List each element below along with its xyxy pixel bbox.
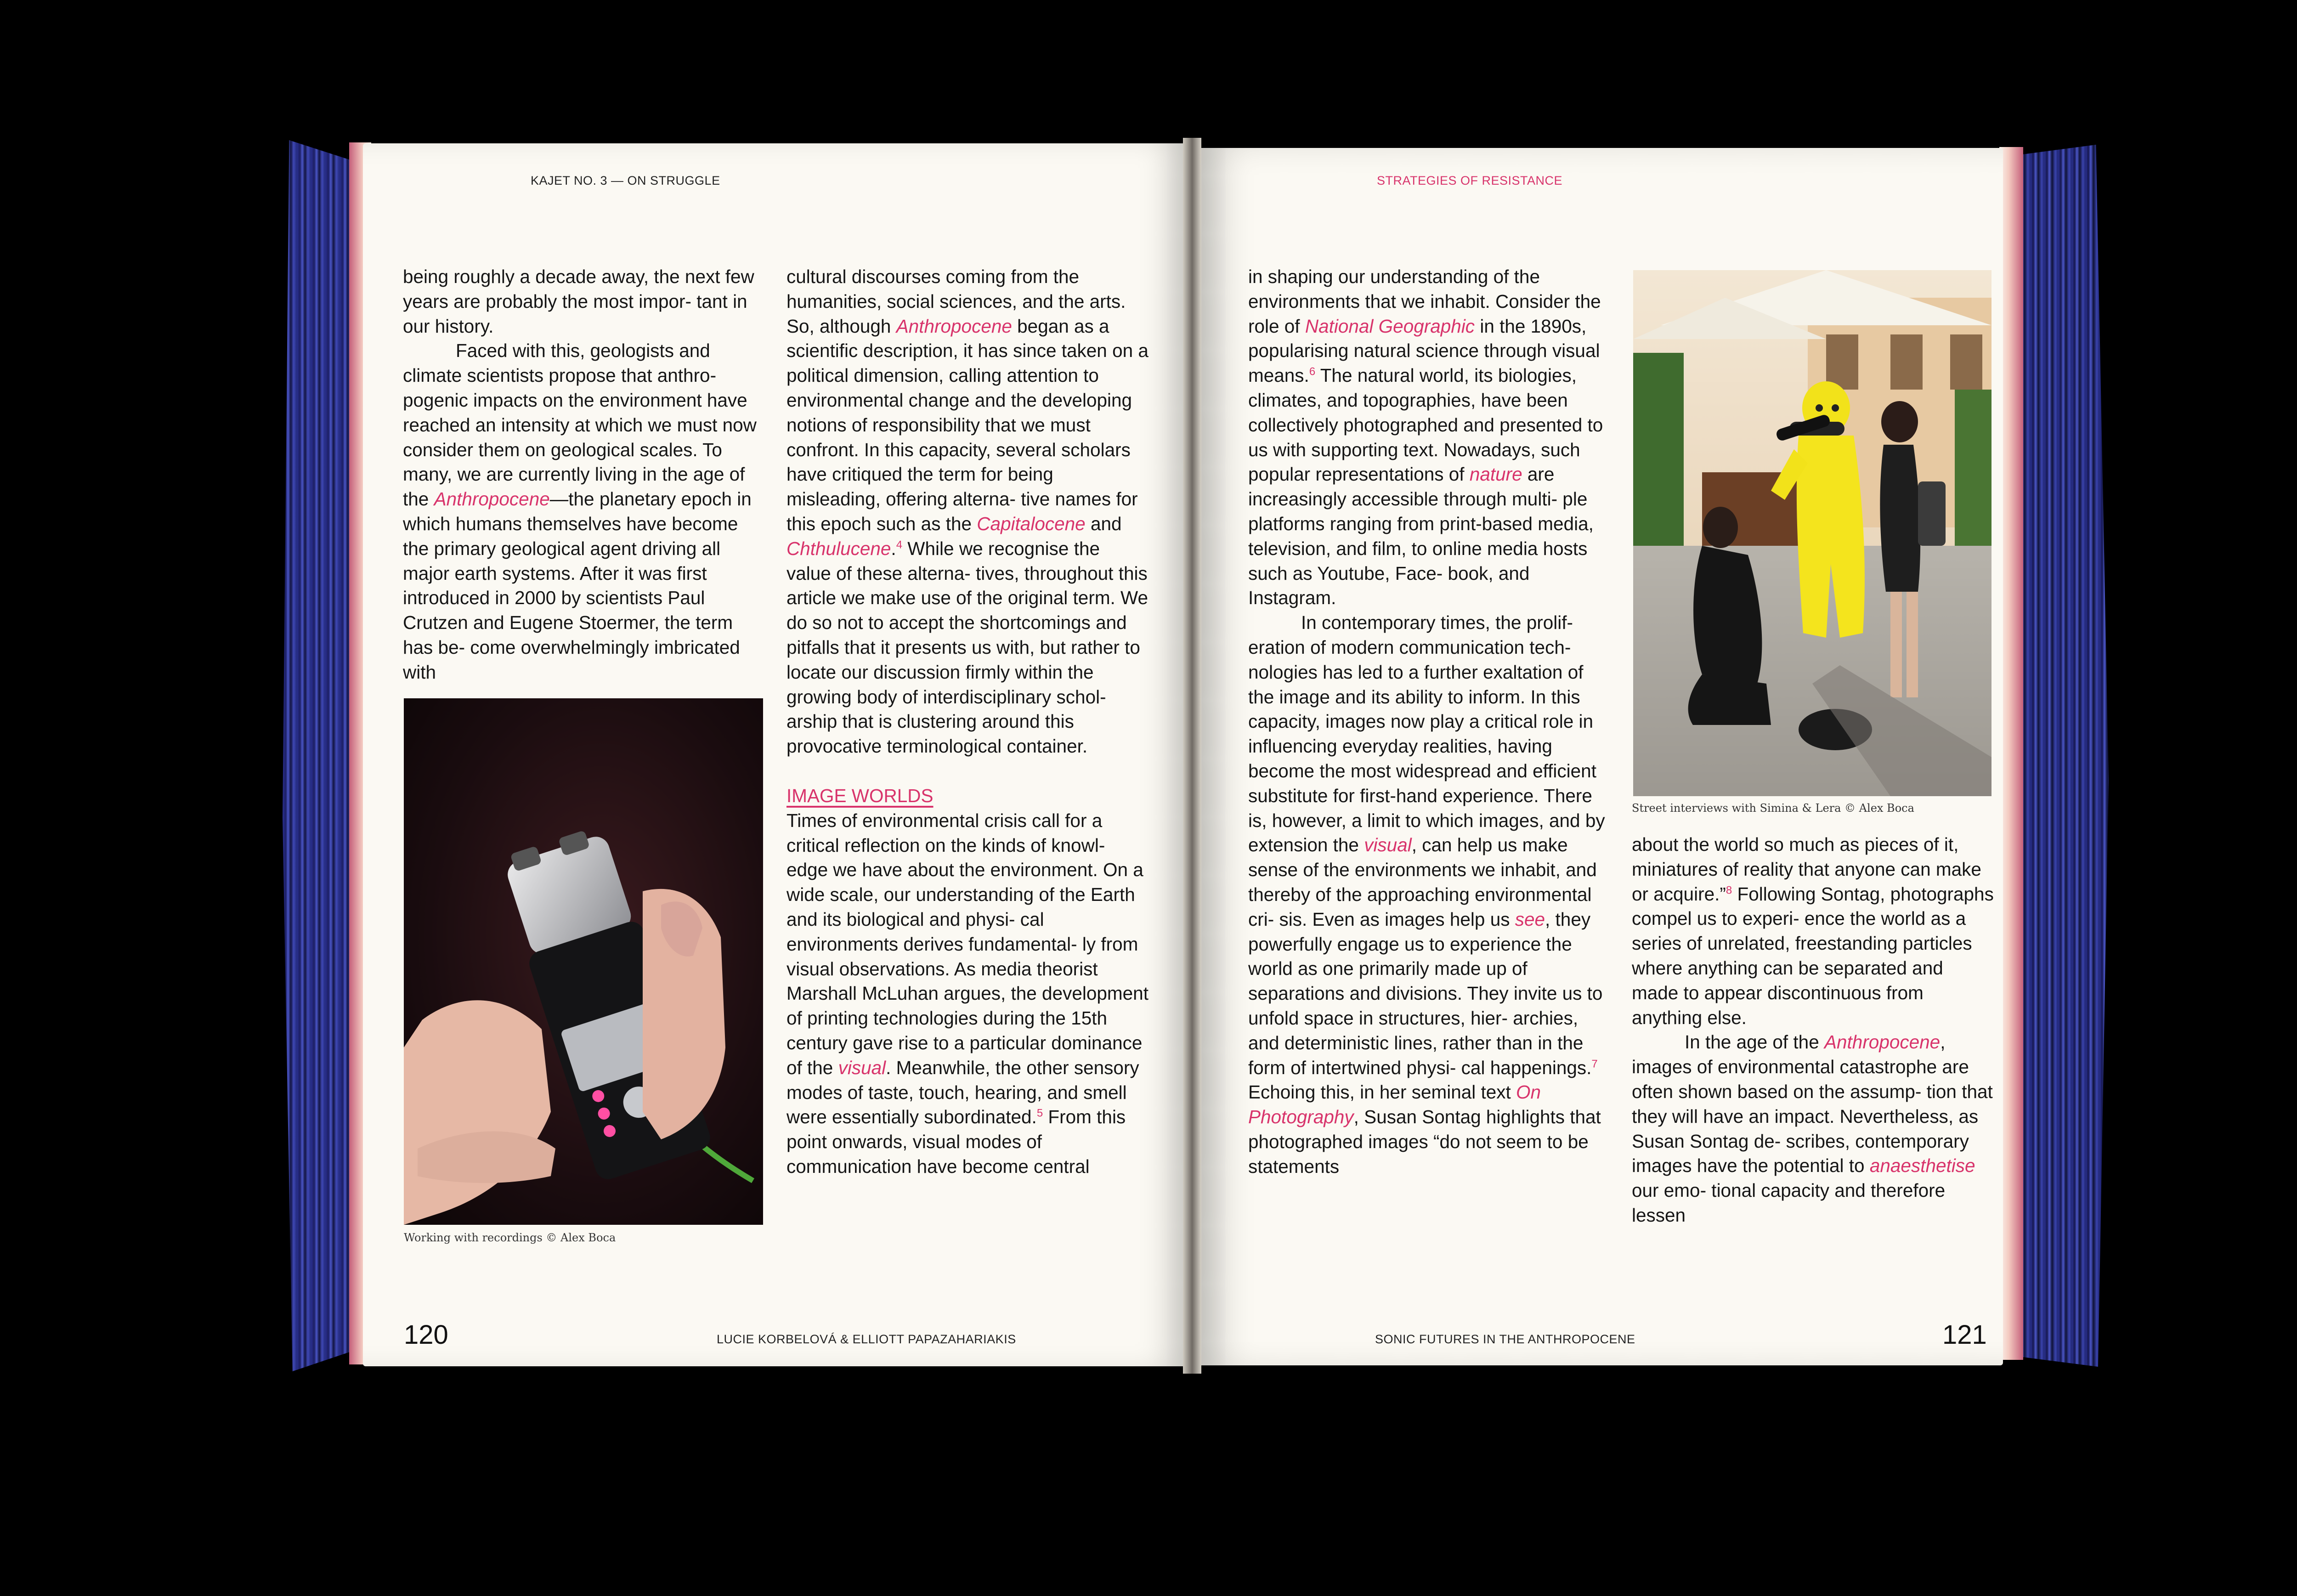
emphasis: anaesthetise (1869, 1155, 1975, 1177)
right-running-head: STRATEGIES OF RESISTANCE (1377, 174, 1563, 187)
emphasis: Anthropocene (434, 488, 550, 510)
footnote-ref: 8 (1726, 884, 1732, 897)
paragraph: cultural discourses coming from the humanities, social sciences, and the arts. So, although Anthropocene began as a scientific description, it has since taken on a political dimension, calling attention to environmental change and the developing notions of responsibility that we must confront. In this capacity, several scholars have critiqued the term for being misleading, offering alterna- tive names for this epoch such as the Capitalocene and Chthulucene.$^4$ While we recognise the value of these alterna- tives, throughout this article we make use of the original term. We do so not to accept the shortcomings and pitfalls that it presents us with, but rather to locate our discussion firmly within the growing body of interdisciplinary schol- arship that is clustering around this provocative terminological container. (786, 266, 1148, 757)
left-running-head: KAJET NO. 3 — ON STRUGGLE (531, 174, 720, 187)
photo-recorder (404, 698, 763, 1225)
paragraph: In the age of the Anthropocene, images of environmental catastrophe are often shown based on the assump- tion that they will have an impact. Nevertheless, as Susan Sontag de- scribes, contemporary images have the potential to anaesthetise our emo- tional capacity and therefore lessen (1632, 1031, 1993, 1226)
footnote-ref: 4 (896, 538, 903, 551)
left-page-column-1 (403, 265, 766, 685)
emphasis: visual (838, 1057, 886, 1078)
paragraph: in shaping our understanding of the environments that we inhabit. Consider the role of National Geographic in the 1890s, popularising natural science through visual means.$^6$ The natural world, its biologies, climates, and topographies, have been collectively photographed and presented to us with supporting text. Nowadays, such popular representations of nature are increasingly accessible through multi- ple platforms ranging from print-based media, television, and film, to online media hosts such as Youtube, Face- book, and Instagram. (1248, 266, 1603, 609)
right-footer: SONIC FUTURES IN THE ANTHROPOCENE (1375, 1332, 1635, 1346)
footnote-ref: 5 (1036, 1107, 1043, 1120)
paragraph: being roughly a decade away, the next few years are probably the most impor- tant in our history. (403, 266, 754, 337)
paragraph: In contemporary times, the prolif- eration of modern communication tech- nologies has led to a further exaltation of the image and its ability to inform. In this capacity, images now play a critical role in influencing everyday realities, having become the most widespread and efficient substitute for first-hand experience. There is, however, a limit to which images, and by extension the visual, can help us make sense of the environments we inhabit, and thereby of the approaching environmental cri- sis. Even as images help us see, they powerfully engage us to experience the world as one primarily made up of separations and divisions. They invite us to unfold space in structures, hier- archies, and deterministic lines, rather than in the form of intertwined physi- cal happenings.$^7$ Echoing this, in her seminal text On Photography, Susan Sontag highlights that photographed images “do not seem to be statements (1248, 612, 1605, 1177)
emphasis: Anthropocene (1824, 1031, 1941, 1053)
left-photo-caption: Working with recordings © Alex Boca (404, 1231, 616, 1244)
emphasis: On Photography (1248, 1081, 1541, 1128)
footnote-ref: 6 (1309, 365, 1316, 378)
section-heading: IMAGE WORLDS (786, 785, 934, 806)
right-page-number: 121 (1942, 1320, 1987, 1350)
emphasis: nature (1469, 464, 1522, 485)
emphasis: Chthulucene (786, 538, 891, 559)
emphasis: see (1515, 908, 1545, 930)
emphasis: visual (1364, 834, 1412, 856)
right-page-column-1 (1248, 265, 1611, 1179)
emphasis: Anthropocene (896, 315, 1012, 337)
paragraph: Times of environmental crisis call for a critical reflection on the kinds of knowl- edge we have about the environment. On a wide scale, our understanding of the Earth and its biological and physi- cal environments derives fundamental- ly from visual observations. As media theorist Marshall McLuhan argues, the development of printing technologies during the 15th century gave rise to a particular dominance of the visual. Meanwhile, the other sensory modes of taste, touch, hearing, and smell were essentially subordinated.$^5$ From this point onwards, visual modes of communication have become central (786, 809, 1148, 1177)
footnote-ref: 7 (1591, 1058, 1598, 1070)
photo-street-interview (1633, 270, 1991, 796)
book-gutter (1183, 138, 1201, 1374)
emphasis: National Geographic (1305, 315, 1475, 337)
paragraph: about the world so much as pieces of it, miniatures of reality that anyone can make or acquire.”$^8$ Following Sontag, photographs compel us to experi- ence the world as a series of unrelated, freestanding particles where anything can be separated and made to appear discontinuous from anything else. (1632, 834, 1994, 1028)
paragraph: Faced with this, geologists and climate scientists propose that anthro- pogenic impacts on the environment have reached an intensity at which we must now consider them on geological scales. To many, we are currently living in the age of the Anthropocene—the planetary epoch in which humans themselves have become the primary geological agent driving all major earth systems. After it was first introduced in 2000 by scientists Paul Crutzen and Eugene Stoermer, the term has be- come overwhelmingly imbricated with (403, 340, 757, 683)
left-footer: LUCIE KORBELOVÁ & ELLIOTT PAPAZAHARIAKIS (717, 1332, 1016, 1346)
right-photo-caption: Street interviews with Simina & Lera © Alex Boca (1632, 802, 1914, 815)
emphasis: Capitalocene (977, 513, 1086, 534)
right-page-column-2 (1632, 832, 1995, 1228)
left-page-number: 120 (404, 1320, 448, 1350)
left-page-column-2 (786, 265, 1149, 1179)
